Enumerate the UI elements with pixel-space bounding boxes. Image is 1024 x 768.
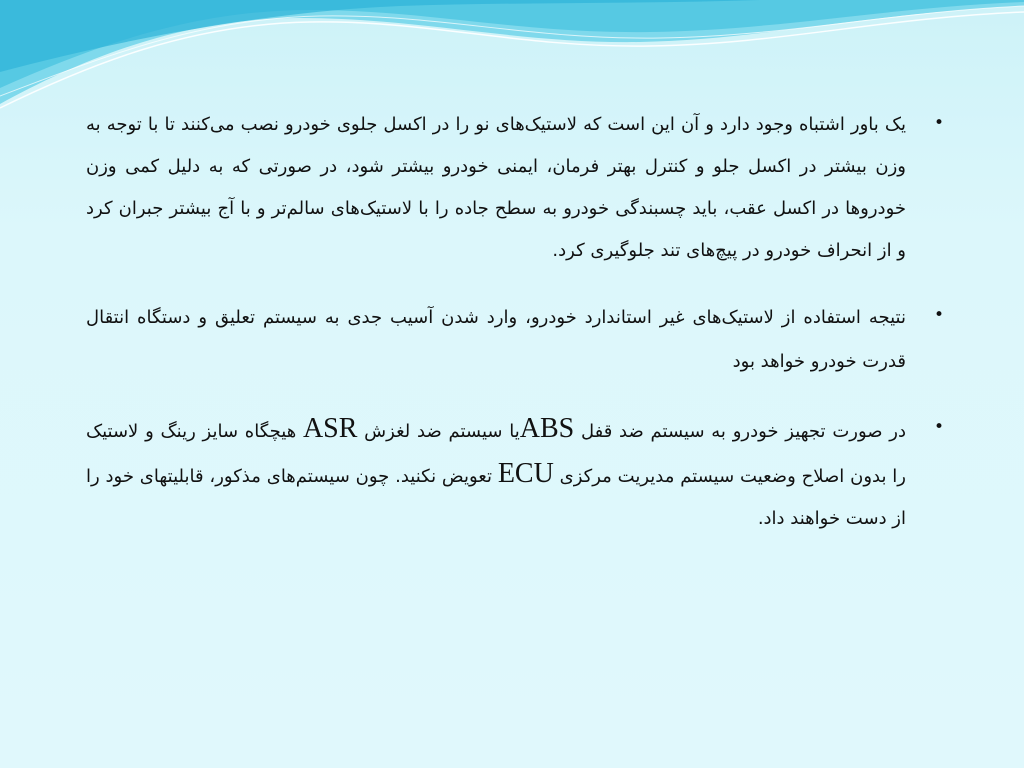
bullet-text-part: هیچگاه سایز رینگ و لاستیک را بدون اصلاح وضعیت سیستم مدیریت مرکزی (86, 421, 907, 487)
bullet-text: یک باور اشتباه وجود دارد و آن این است که لاستیک‌های نو را در اکسل جلوی خودرو نصب می‌کنند تا با توجه به وزن بیشتر در اکسل جلو و کنترل بهتر فرمان، ایمنی خودرو بیشتر شود، در صورتی که به دلیل کمی وزن خودروها در اکسل عقب، باید چسبندگی خودرو به سطح جاده را با لاستیک‌های سالم‌تر و با آج بیشتر جبران کرد و از انحراف خودرو در پیچ‌های تند جلوگیری کرد. (86, 114, 906, 261)
asr-term: ASR (302, 413, 358, 444)
bullet-text (86, 408, 906, 540)
bullet-marker: • (933, 417, 944, 437)
wave-decoration (0, 0, 1024, 120)
bullet-marker: • (933, 305, 944, 325)
abs-term: ABS (519, 413, 575, 444)
bullet-text-part: یا سیستم ضد لغزش (357, 421, 520, 442)
bullet-text-part: تعویض نکنید. چون سیستم‌های مذکور، قابلیتهای خود را از دست خواهند داد. (86, 466, 906, 529)
slide-content (86, 104, 948, 564)
bullet-item (86, 408, 948, 540)
bullet-text-part: در صورت تجهیز خودرو به سیستم ضد قفل (574, 421, 907, 442)
bullet-item (86, 296, 948, 384)
bullet-text: نتیجه استفاده از لاستیک‌های غیر استاندارد خودرو، وارد شدن آسیب جدی به سیستم تعلیق و دستگاه انتقال قدرت خودرو خواهد بود (86, 307, 906, 372)
bullet-item (86, 104, 948, 272)
ecu-term: ECU (497, 458, 554, 489)
bullet-marker: • (933, 113, 944, 133)
